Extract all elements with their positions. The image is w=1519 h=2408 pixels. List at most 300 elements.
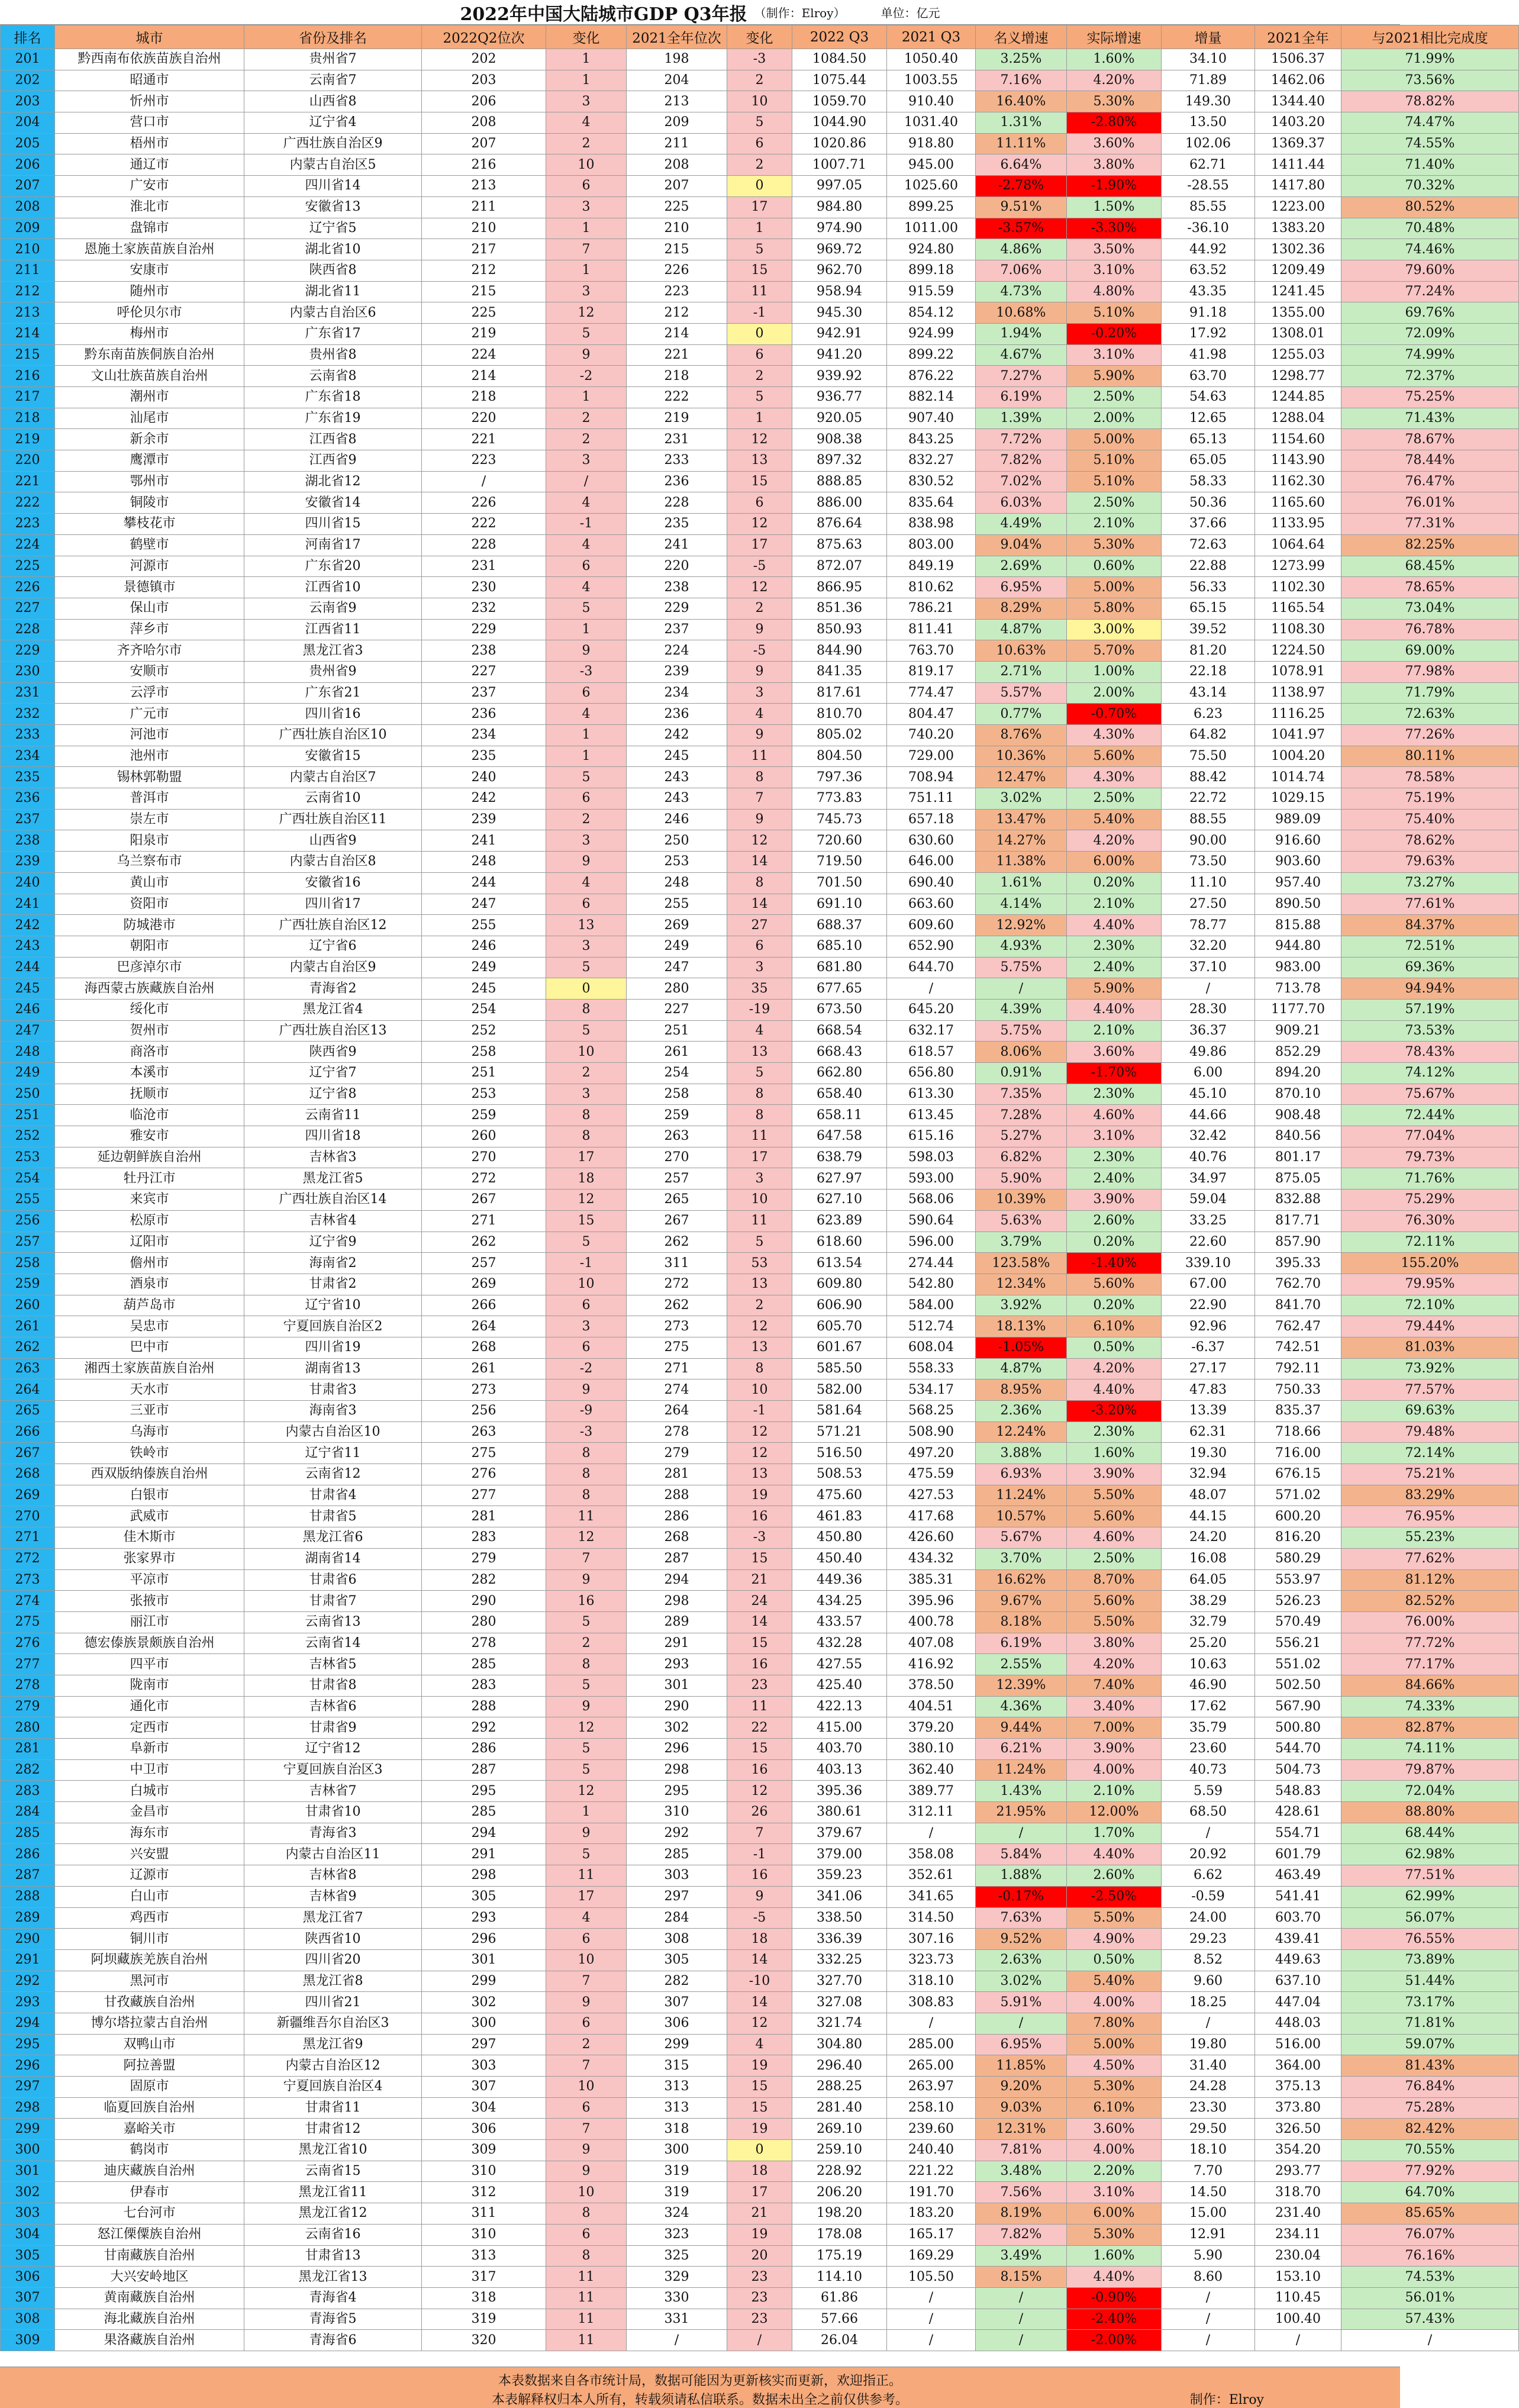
cell-gdp-2022q3: 773.83 <box>792 788 887 810</box>
cell-nominal-growth: 4.49% <box>976 514 1067 535</box>
cell-change: 1 <box>546 70 627 91</box>
cell-real-growth: 2.30% <box>1067 1147 1162 1168</box>
cell-rank: 284 <box>1 1802 55 1823</box>
cell-gdp-2022q3: 804.50 <box>792 746 887 767</box>
cell-real-growth: 3.60% <box>1067 2119 1162 2140</box>
cell-gdp-2021: 676.15 <box>1255 1464 1341 1485</box>
cell-city: 丽江市 <box>55 1611 244 1633</box>
cell-gdp-2021: 1133.95 <box>1255 514 1341 535</box>
cell-gdp-2021: / <box>1255 2330 1341 2351</box>
cell-completion: 72.11% <box>1341 1232 1519 1253</box>
cell-real-growth: -2.00% <box>1067 2330 1162 2351</box>
cell-completion: 75.29% <box>1341 1190 1519 1211</box>
cell-real-growth: 4.30% <box>1067 725 1162 746</box>
cell-change-2021: 23 <box>727 2309 792 2330</box>
cell-real-growth: 3.60% <box>1067 1042 1162 1063</box>
cell-gdp-2022q3: 984.80 <box>792 196 887 218</box>
cell-real-growth: 6.10% <box>1067 2097 1162 2119</box>
cell-nominal-growth: 9.03% <box>976 2097 1067 2119</box>
cell-gdp-2021q3: 534.17 <box>887 1379 976 1401</box>
cell-nominal-growth: 7.72% <box>976 429 1067 450</box>
maker-note: （制作：Elroy） <box>754 6 846 20</box>
cell-q2-rank: 299 <box>422 1971 546 1992</box>
cell-real-growth: 2.30% <box>1067 1421 1162 1443</box>
cell-rank-2021: 254 <box>627 1063 727 1084</box>
cell-province: 吉林省3 <box>244 1147 422 1168</box>
cell-gdp-2021: 1165.60 <box>1255 492 1341 514</box>
cell-rank: 201 <box>1 49 55 70</box>
cell-gdp-2022q3: 403.70 <box>792 1739 887 1760</box>
cell-gdp-2022q3: 969.72 <box>792 239 887 260</box>
cell-gdp-2021q3: / <box>887 2287 976 2309</box>
cell-change: 6 <box>546 2013 627 2034</box>
cell-change-2021: 8 <box>727 1105 792 1126</box>
cell-gdp-2021q3: 832.27 <box>887 450 976 472</box>
cell-rank: 235 <box>1 767 55 788</box>
cell-completion: 75.40% <box>1341 809 1519 830</box>
cell-nominal-growth: 7.06% <box>976 260 1067 281</box>
cell-change: 6 <box>546 556 627 577</box>
cell-q2-rank: 280 <box>422 1611 546 1633</box>
table-row <box>1 2245 1519 2267</box>
cell-gdp-2022q3: 886.00 <box>792 492 887 514</box>
cell-nominal-growth: -1.05% <box>976 1337 1067 1358</box>
cell-gdp-2022q3: 936.77 <box>792 387 887 408</box>
cell-gdp-2021: 1298.77 <box>1255 366 1341 387</box>
table-row <box>1 176 1519 197</box>
cell-real-growth: 5.90% <box>1067 978 1162 1000</box>
cell-change-2021: 23 <box>727 2287 792 2309</box>
cell-province: 甘肃省5 <box>244 1506 422 1527</box>
cell-change-2021: 15 <box>727 1548 792 1569</box>
col-change-header: 变化 <box>546 25 627 49</box>
cell-province: 山西省9 <box>244 830 422 852</box>
cell-city: 四平市 <box>55 1654 244 1675</box>
cell-gdp-2021: 1224.50 <box>1255 640 1341 662</box>
cell-gdp-2022q3: 475.60 <box>792 1485 887 1506</box>
cell-q2-rank: 239 <box>422 809 546 830</box>
cell-nominal-growth: 7.35% <box>976 1084 1067 1105</box>
cell-province: 贵州省9 <box>244 661 422 682</box>
cell-city: 潮州市 <box>55 387 244 408</box>
cell-change-2021: 7 <box>727 1823 792 1844</box>
cell-nominal-growth: 3.92% <box>976 1295 1067 1316</box>
table-row <box>1 70 1519 91</box>
cell-city: 乌海市 <box>55 1421 244 1443</box>
cell-nominal-growth: 11.24% <box>976 1759 1067 1781</box>
cell-gdp-2022q3: 658.40 <box>792 1084 887 1105</box>
cell-province: 湖南省14 <box>244 1548 422 1569</box>
cell-city: 鄂州市 <box>55 471 244 492</box>
cell-q2-rank: 213 <box>422 176 546 197</box>
cell-gdp-2021: 1154.60 <box>1255 429 1341 450</box>
cell-city: 怒江傈僳族自治州 <box>55 2224 244 2245</box>
cell-completion: 72.37% <box>1341 366 1519 387</box>
cell-q2-rank: 260 <box>422 1126 546 1147</box>
cell-gdp-2022q3: 304.80 <box>792 2034 887 2055</box>
cell-gdp-2021q3: 362.40 <box>887 1759 976 1781</box>
cell-gdp-2021q3: 404.51 <box>887 1696 976 1717</box>
cell-change-2021: 9 <box>727 619 792 640</box>
cell-q2-rank: 294 <box>422 1823 546 1844</box>
cell-rank-2021: 243 <box>627 788 727 810</box>
cell-rank-2021: 222 <box>627 387 727 408</box>
cell-nominal-growth: -3.57% <box>976 218 1067 239</box>
cell-change-2021: 13 <box>727 450 792 472</box>
cell-rank: 260 <box>1 1295 55 1316</box>
cell-rank: 293 <box>1 1992 55 2013</box>
cell-nominal-growth: -2.78% <box>976 176 1067 197</box>
cell-change: 6 <box>546 2097 627 2119</box>
cell-real-growth: 5.50% <box>1067 1907 1162 1929</box>
table-row <box>1 1759 1519 1781</box>
cell-q2-rank: 230 <box>422 577 546 598</box>
cell-change-2021: 11 <box>727 746 792 767</box>
cell-real-growth: 3.90% <box>1067 1464 1162 1485</box>
cell-rank-2021: 300 <box>627 2140 727 2161</box>
cell-rank: 237 <box>1 809 55 830</box>
cell-change: 6 <box>546 788 627 810</box>
table-row <box>1 1907 1519 1929</box>
cell-city: 景德镇市 <box>55 577 244 598</box>
cell-real-growth: 5.30% <box>1067 2224 1162 2245</box>
cell-increment: 62.31 <box>1162 1421 1255 1443</box>
cell-change: 10 <box>546 2077 627 2098</box>
cell-real-growth: 3.80% <box>1067 1633 1162 1654</box>
table-row <box>1 281 1519 302</box>
cell-province: 吉林省4 <box>244 1210 422 1232</box>
cell-rank-2021: 301 <box>627 1675 727 1696</box>
cell-real-growth: -1.90% <box>1067 176 1162 197</box>
cell-city: 河源市 <box>55 556 244 577</box>
cell-real-growth: 6.00% <box>1067 852 1162 873</box>
cell-rank: 254 <box>1 1168 55 1190</box>
cell-gdp-2021: 1288.04 <box>1255 408 1341 429</box>
cell-change: 8 <box>546 1654 627 1675</box>
cell-city: 黄山市 <box>55 872 244 894</box>
cell-gdp-2021q3: 830.52 <box>887 471 976 492</box>
cell-real-growth: 5.10% <box>1067 471 1162 492</box>
cell-gdp-2021q3: 307.16 <box>887 1929 976 1950</box>
cell-rank: 256 <box>1 1210 55 1232</box>
cell-rank: 279 <box>1 1696 55 1717</box>
table-row <box>1 1443 1519 1464</box>
cell-change: 11 <box>546 2330 627 2351</box>
cell-rank: 239 <box>1 852 55 873</box>
cell-change: 11 <box>546 2287 627 2309</box>
cell-increment: 75.50 <box>1162 746 1255 767</box>
cell-change-2021: 1 <box>727 408 792 429</box>
cell-nominal-growth: 6.82% <box>976 1147 1067 1168</box>
cell-gdp-2021: 603.70 <box>1255 1907 1341 1929</box>
cell-city: 金昌市 <box>55 1802 244 1823</box>
cell-change: 5 <box>546 1739 627 1760</box>
cell-gdp-2021q3: 380.10 <box>887 1739 976 1760</box>
cell-q2-rank: 311 <box>422 2203 546 2225</box>
cell-completion: 73.17% <box>1341 1992 1519 2013</box>
cell-gdp-2021q3: 568.25 <box>887 1401 976 1422</box>
cell-gdp-2021q3: / <box>887 2309 976 2330</box>
cell-q2-rank: 255 <box>422 915 546 936</box>
cell-city: 德宏傣族景颇族自治州 <box>55 1633 244 1654</box>
cell-province: 黑龙江省11 <box>244 2182 422 2203</box>
cell-increment: 14.50 <box>1162 2182 1255 2203</box>
cell-q2-rank: / <box>422 471 546 492</box>
cell-nominal-growth: 2.36% <box>976 1401 1067 1422</box>
cell-nominal-growth: 8.29% <box>976 598 1067 619</box>
cell-q2-rank: 219 <box>422 323 546 344</box>
cell-gdp-2021q3: 508.90 <box>887 1421 976 1443</box>
cell-nominal-growth: 8.19% <box>976 2203 1067 2225</box>
cell-rank-2021: 303 <box>627 1865 727 1887</box>
cell-completion: 56.01% <box>1341 2287 1519 2309</box>
cell-gdp-2022q3: 332.25 <box>792 1949 887 1971</box>
cell-province: 辽宁省5 <box>244 218 422 239</box>
cell-city: 阿拉善盟 <box>55 2055 244 2077</box>
cell-completion: 77.31% <box>1341 514 1519 535</box>
cell-city: 儋州市 <box>55 1253 244 1274</box>
cell-real-growth: 5.10% <box>1067 302 1162 324</box>
cell-increment: / <box>1162 2309 1255 2330</box>
cell-increment: 39.52 <box>1162 619 1255 640</box>
cell-increment: 28.30 <box>1162 999 1255 1020</box>
table-row <box>1 598 1519 619</box>
cell-completion: 83.29% <box>1341 1485 1519 1506</box>
table-row <box>1 302 1519 324</box>
cell-change: 9 <box>546 1992 627 2013</box>
table-row <box>1 619 1519 640</box>
cell-increment: 50.36 <box>1162 492 1255 514</box>
cell-gdp-2021q3: 656.80 <box>887 1063 976 1084</box>
cell-increment: 36.37 <box>1162 1020 1255 1042</box>
cell-q2-rank: 295 <box>422 1781 546 1802</box>
cell-gdp-2021: 1064.64 <box>1255 534 1341 556</box>
cell-completion: 72.44% <box>1341 1105 1519 1126</box>
cell-completion: 76.95% <box>1341 1506 1519 1527</box>
cell-real-growth: 2.40% <box>1067 957 1162 978</box>
cell-gdp-2021q3: 613.45 <box>887 1105 976 1126</box>
cell-change: 3 <box>546 196 627 218</box>
cell-gdp-2021: 1411.44 <box>1255 154 1341 176</box>
cell-increment: 92.96 <box>1162 1316 1255 1337</box>
cell-province: 甘肃省7 <box>244 1591 422 1612</box>
cell-rank-2021: 318 <box>627 2119 727 2140</box>
cell-gdp-2022q3: 851.36 <box>792 598 887 619</box>
cell-nominal-growth: 9.51% <box>976 196 1067 218</box>
cell-gdp-2021: 571.02 <box>1255 1485 1341 1506</box>
cell-rank: 287 <box>1 1865 55 1887</box>
cell-gdp-2021q3: 558.33 <box>887 1358 976 1379</box>
cell-province: 陕西省8 <box>244 260 422 281</box>
cell-rank-2021: 288 <box>627 1485 727 1506</box>
cell-gdp-2021: 1014.74 <box>1255 767 1341 788</box>
table-row <box>1 239 1519 260</box>
cell-gdp-2022q3: 908.38 <box>792 429 887 450</box>
cell-rank: 251 <box>1 1105 55 1126</box>
cell-city: 资阳市 <box>55 894 244 915</box>
cell-gdp-2022q3: 606.90 <box>792 1295 887 1316</box>
cell-gdp-2022q3: 281.40 <box>792 2097 887 2119</box>
cell-gdp-2021: 718.66 <box>1255 1421 1341 1443</box>
cell-gdp-2021: 1369.37 <box>1255 133 1341 154</box>
cell-rank-2021: / <box>627 2330 727 2351</box>
cell-city: 海北藏族自治州 <box>55 2309 244 2330</box>
cell-gdp-2021q3: 876.22 <box>887 366 976 387</box>
cell-change: 10 <box>546 154 627 176</box>
cell-province: 河南省17 <box>244 534 422 556</box>
cell-gdp-2021q3: 924.99 <box>887 323 976 344</box>
cell-rank: 230 <box>1 661 55 682</box>
cell-gdp-2021: 1302.36 <box>1255 239 1341 260</box>
cell-completion: 81.03% <box>1341 1337 1519 1358</box>
cell-rank: 231 <box>1 682 55 704</box>
cell-city: 阳泉市 <box>55 830 244 852</box>
cell-gdp-2021q3: 512.74 <box>887 1316 976 1337</box>
cell-change-2021: 4 <box>727 1020 792 1042</box>
cell-rank: 205 <box>1 133 55 154</box>
cell-gdp-2021q3: 165.17 <box>887 2224 976 2245</box>
cell-gdp-2022q3: 668.43 <box>792 1042 887 1063</box>
cell-gdp-2021: 516.00 <box>1255 2034 1341 2055</box>
cell-completion: 73.89% <box>1341 1949 1519 1971</box>
cell-province: 云南省15 <box>244 2161 422 2182</box>
cell-change-2021: 15 <box>727 2077 792 2098</box>
cell-real-growth: 3.10% <box>1067 1126 1162 1147</box>
cell-completion: 75.19% <box>1341 788 1519 810</box>
cell-city: 阿坝藏族羌族自治州 <box>55 1949 244 1971</box>
cell-change-2021: 11 <box>727 281 792 302</box>
cell-real-growth: 3.10% <box>1067 260 1162 281</box>
table-row <box>1 1971 1519 1992</box>
cell-rank-2021: 275 <box>627 1337 727 1358</box>
cell-increment: / <box>1162 2013 1255 2034</box>
cell-q2-rank: 208 <box>422 112 546 134</box>
cell-increment: 37.10 <box>1162 957 1255 978</box>
table-row <box>1 1232 1519 1253</box>
cell-rank-2021: 271 <box>627 1358 727 1379</box>
table-row <box>1 91 1519 112</box>
col-nominal-header: 名义增速 <box>976 25 1067 49</box>
cell-gdp-2022q3: 647.58 <box>792 1126 887 1147</box>
cell-rank: 232 <box>1 704 55 725</box>
cell-q2-rank: 262 <box>422 1232 546 1253</box>
cell-city: 保山市 <box>55 598 244 619</box>
cell-q2-rank: 277 <box>422 1485 546 1506</box>
cell-real-growth: 8.70% <box>1067 1569 1162 1591</box>
cell-completion: 74.47% <box>1341 112 1519 134</box>
cell-city: 淮北市 <box>55 196 244 218</box>
cell-q2-rank: 238 <box>422 640 546 662</box>
cell-completion: 59.07% <box>1341 2034 1519 2055</box>
cell-change-2021: 15 <box>727 1739 792 1760</box>
cell-city: 白城市 <box>55 1781 244 1802</box>
cell-real-growth: 4.40% <box>1067 1844 1162 1865</box>
cell-province: 广西壮族自治区11 <box>244 809 422 830</box>
cell-completion: 85.65% <box>1341 2203 1519 2225</box>
cell-completion: 80.11% <box>1341 746 1519 767</box>
cell-completion: 71.43% <box>1341 408 1519 429</box>
cell-change-2021: 19 <box>727 1485 792 1506</box>
table-row <box>1 2055 1519 2077</box>
cell-rank-2021: 236 <box>627 704 727 725</box>
cell-change: 9 <box>546 2161 627 2182</box>
table-row <box>1 809 1519 830</box>
cell-rank: 259 <box>1 1274 55 1295</box>
cell-q2-rank: 229 <box>422 619 546 640</box>
cell-city: 七台河市 <box>55 2203 244 2225</box>
table-row <box>1 2161 1519 2182</box>
cell-q2-rank: 216 <box>422 154 546 176</box>
cell-gdp-2022q3: 403.13 <box>792 1759 887 1781</box>
cell-completion: 69.76% <box>1341 302 1519 324</box>
cell-gdp-2021: 373.80 <box>1255 2097 1341 2119</box>
cell-gdp-2021q3: 1050.40 <box>887 49 976 70</box>
cell-q2-rank: 223 <box>422 450 546 472</box>
cell-q2-rank: 320 <box>422 2330 546 2351</box>
cell-gdp-2022q3: 1044.90 <box>792 112 887 134</box>
cell-completion: 78.43% <box>1341 1042 1519 1063</box>
cell-change-2021: 2 <box>727 154 792 176</box>
cell-gdp-2021: 580.29 <box>1255 1548 1341 1569</box>
cell-increment: 6.00 <box>1162 1063 1255 1084</box>
cell-completion: 76.07% <box>1341 2224 1519 2245</box>
cell-nominal-growth: 1.39% <box>976 408 1067 429</box>
table-row <box>1 154 1519 176</box>
cell-nominal-growth: 123.58% <box>976 1253 1067 1274</box>
cell-change-2021: -5 <box>727 1907 792 1929</box>
cell-nominal-growth: 0.91% <box>976 1063 1067 1084</box>
cell-gdp-2021: 570.49 <box>1255 1611 1341 1633</box>
cell-change-2021: 21 <box>727 1569 792 1591</box>
cell-gdp-2021: 908.48 <box>1255 1105 1341 1126</box>
cell-province: 辽宁省7 <box>244 1063 422 1084</box>
cell-increment: 41.98 <box>1162 344 1255 366</box>
cell-change: 8 <box>546 2245 627 2267</box>
cell-city: 来宾市 <box>55 1190 244 1211</box>
cell-city: 酒泉市 <box>55 1274 244 1295</box>
cell-q2-rank: 288 <box>422 1696 546 1717</box>
cell-q2-rank: 240 <box>422 767 546 788</box>
cell-q2-rank: 218 <box>422 387 546 408</box>
cell-nominal-growth: / <box>976 978 1067 1000</box>
cell-province: 安徽省14 <box>244 492 422 514</box>
cell-real-growth: 1.60% <box>1067 49 1162 70</box>
cell-city: 白银市 <box>55 1485 244 1506</box>
cell-q2-rank: 271 <box>422 1210 546 1232</box>
cell-city: 汕尾市 <box>55 408 244 429</box>
cell-gdp-2021q3: 690.40 <box>887 872 976 894</box>
cell-increment: 11.10 <box>1162 872 1255 894</box>
cell-city: 抚顺市 <box>55 1084 244 1105</box>
cell-real-growth: 2.20% <box>1067 2161 1162 2182</box>
table-row <box>1 2330 1519 2351</box>
cell-rank-2021: 287 <box>627 1548 727 1569</box>
cell-rank-2021: 291 <box>627 1633 727 1654</box>
cell-q2-rank: 293 <box>422 1907 546 1929</box>
cell-change: 2 <box>546 1633 627 1654</box>
cell-increment: 27.17 <box>1162 1358 1255 1379</box>
cell-rank: 307 <box>1 2287 55 2309</box>
cell-rank-2021: 297 <box>627 1886 727 1907</box>
cell-increment: 44.92 <box>1162 239 1255 260</box>
cell-city: 铁岭市 <box>55 1443 244 1464</box>
cell-increment: 10.63 <box>1162 1654 1255 1675</box>
cell-rank: 250 <box>1 1084 55 1105</box>
cell-nominal-growth: 2.69% <box>976 556 1067 577</box>
cell-nominal-growth: 7.82% <box>976 450 1067 472</box>
cell-province: 吉林省9 <box>244 1886 422 1907</box>
cell-completion: 71.99% <box>1341 49 1519 70</box>
